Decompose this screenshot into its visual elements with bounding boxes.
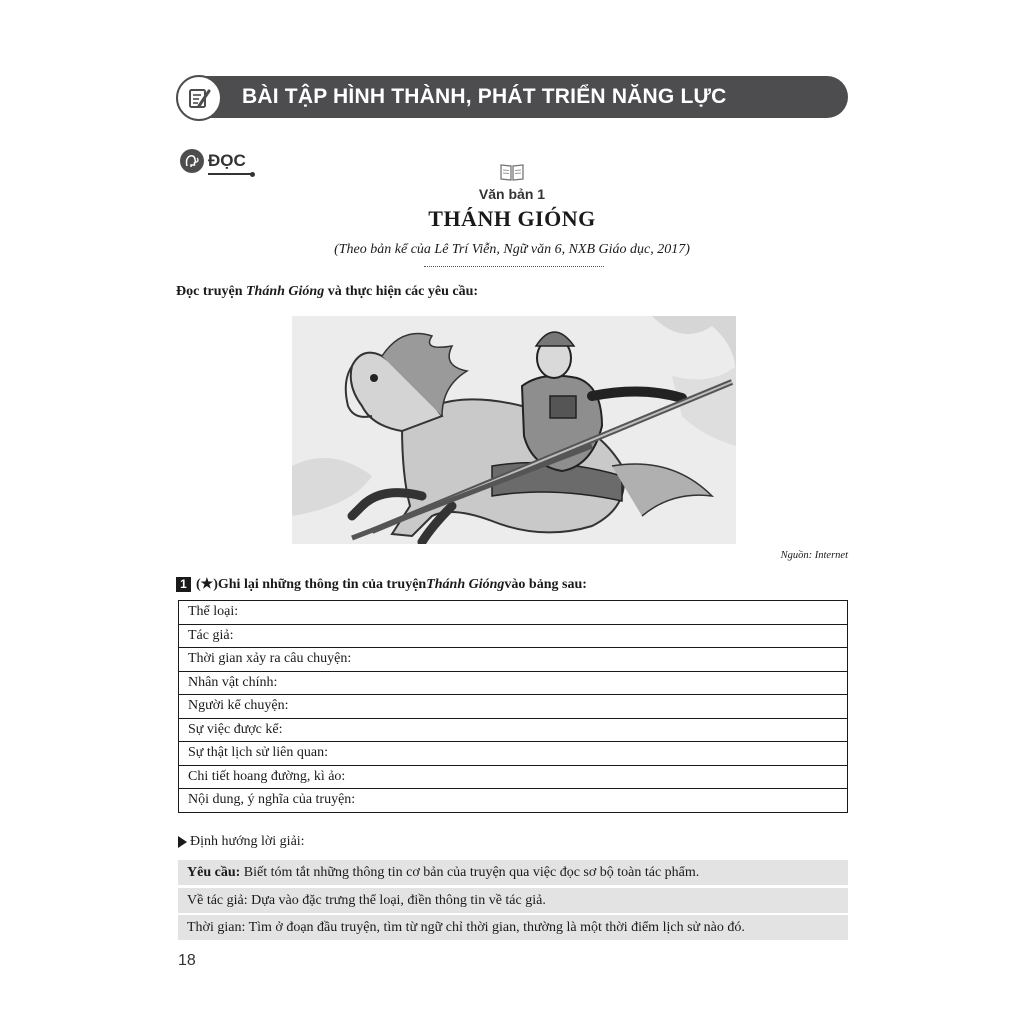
- table-row: [179, 601, 848, 625]
- page-number: 18: [178, 952, 196, 969]
- story-info-table: [178, 600, 848, 813]
- thanh-giong-illustration: [292, 316, 736, 544]
- label-underline: [208, 173, 252, 175]
- table-row: [179, 648, 848, 672]
- table-row: [179, 718, 848, 742]
- banner-title: BÀI TẬP HÌNH THÀNH, PHÁT TRIỂN NĂNG LỰC: [242, 85, 727, 108]
- story-name: Thánh Gióng: [246, 284, 325, 299]
- table-cell: Nhân vật chính:: [179, 671, 848, 695]
- question-marker: (★): [196, 577, 218, 592]
- label-underline-dot: [250, 172, 255, 177]
- guidance-heading: [178, 834, 305, 850]
- speaking-head-icon: [180, 149, 204, 173]
- table-row: [179, 765, 848, 789]
- table-row: [179, 789, 848, 813]
- hint-row: Thời gian: Tìm ở đoạn đầu truyện, tìm từ ngữ chỉ thời gian, thường là một thời điểm lịch sử nào đó.: [178, 915, 848, 940]
- table-row: [179, 742, 848, 766]
- table-cell: Nội dung, ý nghĩa của truyện:: [179, 789, 848, 813]
- table-cell: Thời gian xảy ra câu chuyện:: [179, 648, 848, 672]
- table-row: [179, 671, 848, 695]
- triangle-bullet-icon: [178, 836, 187, 848]
- reading-section-label: [180, 148, 246, 174]
- table-cell: Chi tiết hoang đường, kì ảo:: [179, 765, 848, 789]
- reading-label-text: ĐỌC: [208, 151, 246, 170]
- text-subtitle: Văn bản 1: [478, 186, 546, 202]
- section-banner: [178, 76, 848, 118]
- guidance-heading-text: Định hướng lời giải:: [190, 834, 305, 849]
- table-cell: Người kể chuyện:: [179, 695, 848, 719]
- table-cell: Sự việc được kể:: [179, 718, 848, 742]
- question-1: 1 (★) Ghi lại những thông tin của truyện Thánh Gióng vào bảng sau:: [176, 576, 587, 593]
- table-row: [179, 624, 848, 648]
- hint-row: Yêu cầu: Biết tóm tắt những thông tin cơ bản của truyện qua việc đọc sơ bộ toàn tác phẩm.: [178, 860, 848, 885]
- pen-paper-icon: [176, 75, 222, 121]
- reading-instruction: Đọc truyện Thánh Gióng và thực hiện các yêu cầu:: [176, 284, 479, 299]
- open-book-icon: [499, 162, 525, 187]
- image-source-caption: Nguồn: Internet: [780, 550, 848, 561]
- dotted-divider: [424, 266, 604, 267]
- story-source: (Theo bản kể của Lê Trí Viễn, Ngữ văn 6, NXB Giáo dục, 2017): [334, 242, 690, 257]
- hint-row: Về tác giả: Dựa vào đặc trưng thể loại, điền thông tin về tác giả.: [178, 888, 848, 913]
- table-row: [179, 695, 848, 719]
- table-cell: Thể loại:: [179, 601, 848, 625]
- question-number: 1: [176, 577, 191, 592]
- story-name: Thánh Gióng: [426, 576, 505, 592]
- table-cell: Tác giả:: [179, 624, 848, 648]
- table-cell: Sự thật lịch sử liên quan:: [179, 742, 848, 766]
- story-title: THÁNH GIÓNG: [428, 206, 596, 231]
